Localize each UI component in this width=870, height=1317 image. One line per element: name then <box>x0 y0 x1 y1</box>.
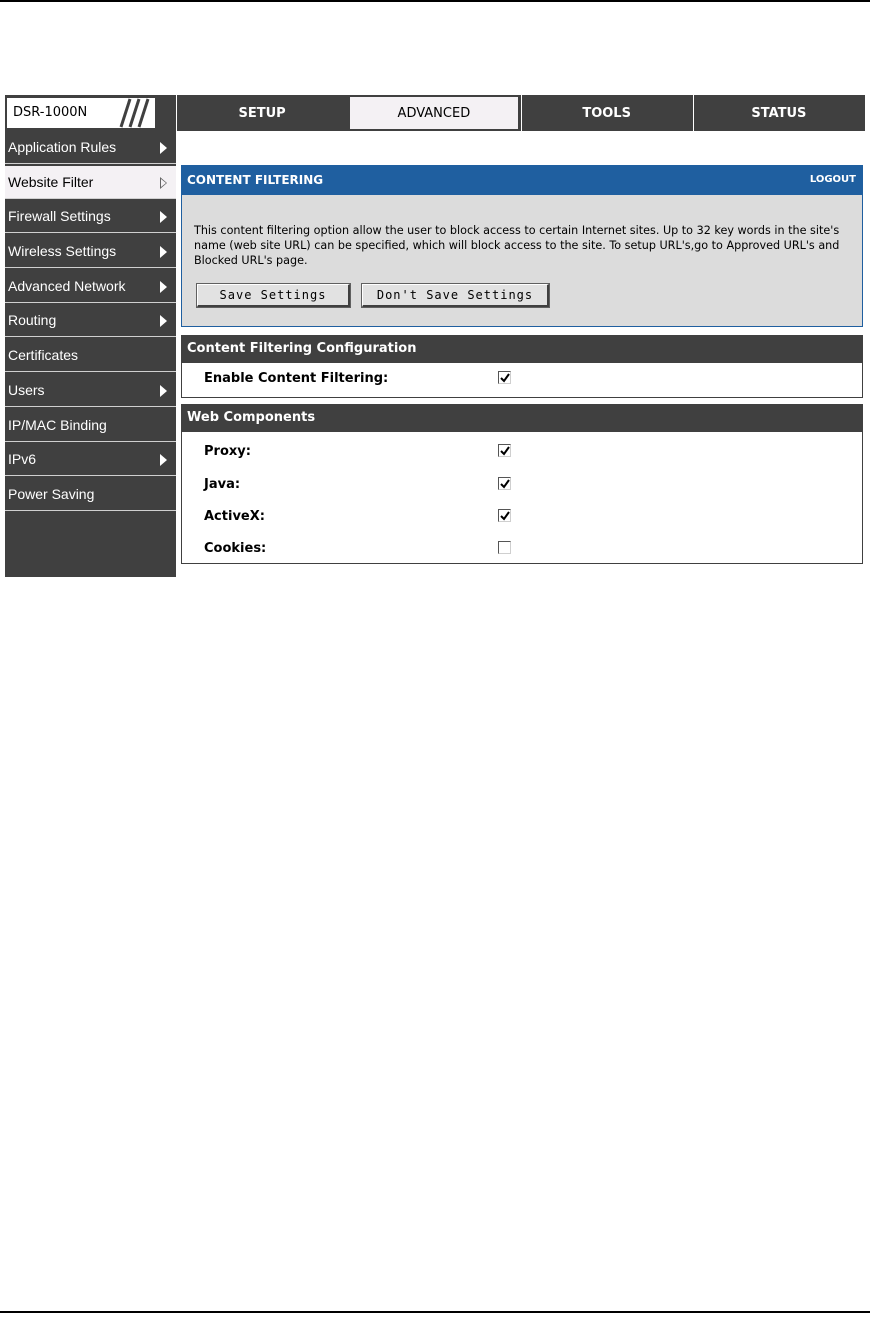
proxy-checkbox[interactable] <box>498 444 511 457</box>
web-components-body <box>181 432 863 564</box>
config-section-body <box>181 363 863 398</box>
sidebar-item-label: Power Saving <box>8 485 95 502</box>
cookies-row <box>182 533 862 564</box>
top-tabs <box>176 95 865 131</box>
chevron-right-icon <box>160 246 167 258</box>
checkmark-icon <box>500 479 510 489</box>
brand-slash-icon <box>111 98 155 128</box>
content-filtering-panel <box>181 195 863 327</box>
chevron-right-icon <box>160 315 167 327</box>
chevron-right-icon <box>160 454 167 466</box>
sidebar-item-label: IPv6 <box>8 451 37 468</box>
dont-save-settings-button[interactable]: Don't Save Settings <box>362 284 549 307</box>
tab-setup[interactable]: SETUP <box>176 95 347 131</box>
sidebar-item-certificates[interactable] <box>5 339 176 372</box>
sidebar-item-label: Wireless Settings <box>8 243 117 260</box>
sidebar-item-advanced-network[interactable] <box>5 270 176 303</box>
page-bottom-rule <box>0 1311 870 1313</box>
page-title: CONTENT FILTERING <box>187 173 324 187</box>
java-label: Java: <box>204 477 241 492</box>
sidebar-item-label: Application Rules <box>8 139 117 155</box>
logout-link[interactable]: LOGOUT <box>809 174 856 185</box>
tab-tools[interactable]: TOOLS <box>521 95 692 131</box>
sidebar-item-ipv6[interactable] <box>5 443 176 476</box>
java-checkbox[interactable] <box>498 477 511 490</box>
sidebar-item-ip-mac-binding[interactable] <box>5 409 176 442</box>
sidebar <box>5 131 176 577</box>
sidebar-item-label: IP/MAC Binding <box>8 416 107 433</box>
sidebar-item-label: Advanced Network <box>8 277 126 294</box>
enable-content-filtering-row <box>182 363 862 394</box>
sidebar-item-users[interactable] <box>5 374 176 407</box>
config-section-header: Content Filtering Configuration <box>181 335 863 363</box>
sidebar-item-label: Users <box>8 381 45 398</box>
chevron-right-icon <box>160 281 167 293</box>
top-navigation-bar <box>5 95 865 131</box>
cookies-label: Cookies: <box>204 541 267 556</box>
cookies-checkbox[interactable] <box>498 541 511 554</box>
sidebar-item-firewall-settings[interactable] <box>5 200 176 233</box>
brand-area <box>5 95 175 131</box>
save-settings-button[interactable]: Save Settings <box>197 284 350 307</box>
web-components-header: Web Components <box>181 404 863 432</box>
tab-status[interactable]: STATUS <box>693 95 864 131</box>
sidebar-item-label: Certificates <box>8 347 79 364</box>
checkmark-icon <box>500 511 510 521</box>
enable-content-filtering-checkbox[interactable] <box>498 371 511 384</box>
sidebar-item-routing[interactable] <box>5 304 176 337</box>
page-top-rule <box>0 0 870 2</box>
java-row <box>182 469 862 501</box>
checkmark-icon <box>500 373 510 383</box>
sidebar-item-label: Routing <box>8 312 57 329</box>
chevron-right-icon <box>160 142 167 154</box>
sidebar-item-label: Firewall Settings <box>8 208 111 225</box>
sidebar-item-power-saving[interactable] <box>5 478 176 511</box>
sidebar-item-application-rules[interactable] <box>5 131 176 164</box>
proxy-row <box>182 436 862 469</box>
checkmark-icon <box>500 446 510 456</box>
content-filtering-header <box>181 165 863 195</box>
proxy-label: Proxy: <box>204 444 251 459</box>
chevron-right-icon <box>160 211 167 223</box>
tab-advanced[interactable]: ADVANCED <box>348 95 519 131</box>
activex-checkbox[interactable] <box>498 509 511 522</box>
chevron-right-icon <box>160 385 167 397</box>
sidebar-item-wireless-settings[interactable] <box>5 235 176 268</box>
chevron-right-outline-icon <box>160 177 167 189</box>
model-name: DSR-1000N <box>7 98 111 128</box>
sidebar-item-label: Website Filter <box>8 173 94 190</box>
enable-content-filtering-label: Enable Content Filtering: <box>204 371 389 386</box>
panel-description: This content filtering option allow the user to block access to certain Internet sites. Up to 32 key words in the site's name (web site URL) can be specified, which will block access to the site. To setup URL's,go to Approved URL's and Blocked URL's page. <box>194 224 840 267</box>
activex-label: ActiveX: <box>204 509 265 524</box>
activex-row <box>182 501 862 533</box>
sidebar-item-website-filter[interactable] <box>5 166 176 199</box>
